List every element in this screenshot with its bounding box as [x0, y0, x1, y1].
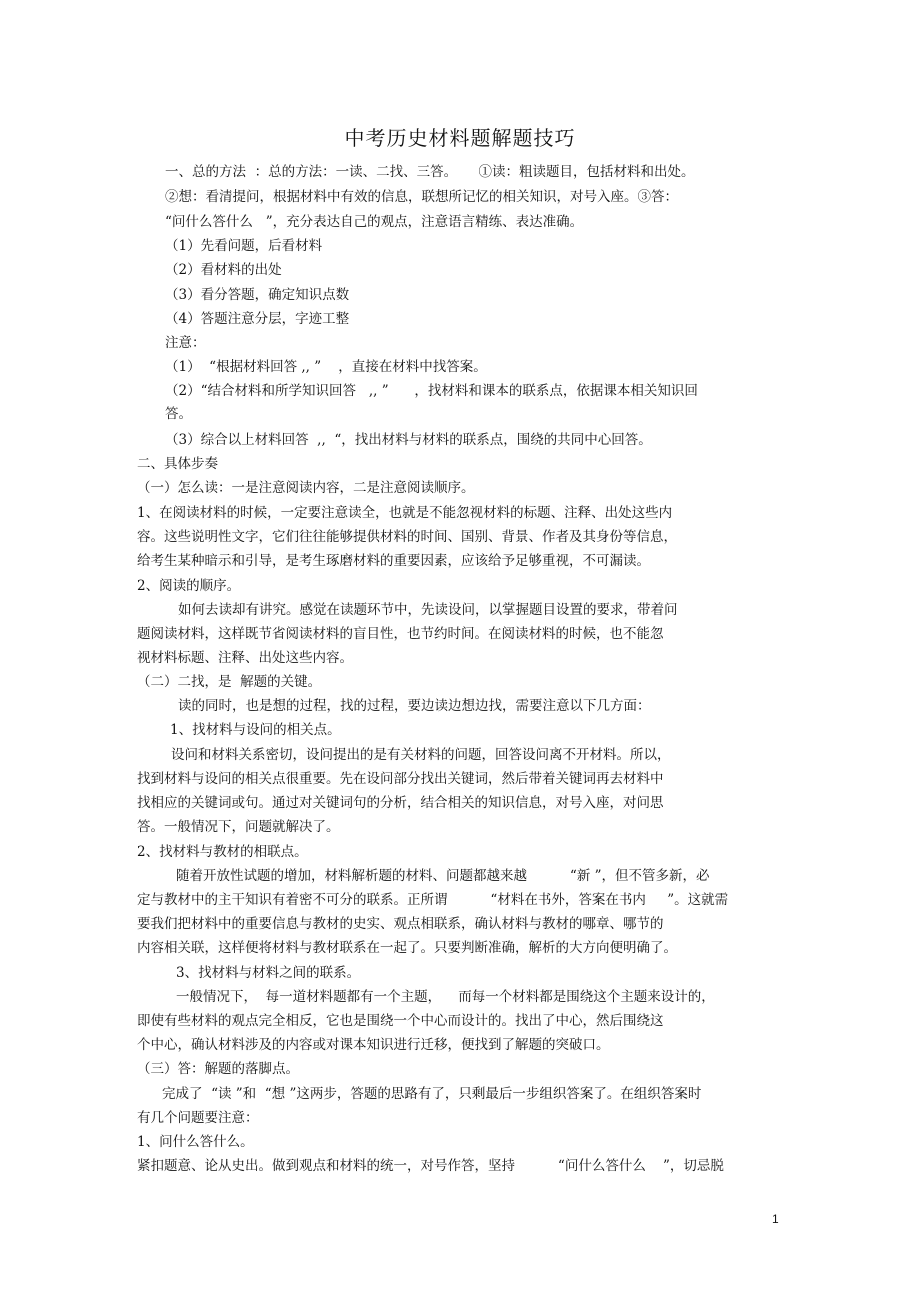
text-line: 1、问什么答什么。 — [137, 1134, 254, 1150]
text-line: 设问和材料关系密切，设问提出的是有关材料的问题，回答设问离不开材料。所以， — [171, 747, 671, 763]
text-line: 找到材料与设问的相关点很重要。先在设问部分找出关键词，然后带着关键词再去材料中 — [137, 771, 664, 787]
text-line: 要我们把材料中的重要信息与教材的史实、观点相联系，确认材料与教材的哪章、哪节的 — [137, 916, 664, 932]
text-line: （1）先看问题，后看材料 — [165, 238, 323, 254]
text-line: 有几个问题要注意： — [137, 1110, 259, 1126]
text-line: 二、具体步奏 — [137, 456, 218, 472]
text-line: （3）综合以上材料回答 ,, “，找出材料与材料的联系点，围绕的共同中心回答。 — [165, 432, 652, 448]
text-line: 视材料标题、注释、出处这些内容。 — [137, 650, 353, 666]
text-line: 题阅读材料，这样既节省阅读材料的盲目性，也节约时间。在阅读材料的时候，也不能忽 — [137, 626, 664, 642]
text-line: 内容相关联，这样便将材料与教材联系在一起了。只要判断准确，解析的大方向便明确了。 — [137, 940, 677, 956]
text-line: 即使有些材料的观点完全相反，它也是围绕一个中心而设计的。找出了中心，然后围绕这 — [137, 1013, 664, 1029]
text-line: 容。这些说明性文字，它们往往能够提供材料的时间、国别、背景、作者及其身份等信息， — [137, 529, 677, 545]
text-line: （1） “根据材料回答 ,, ” ，直接在材料中找答案。 — [165, 359, 487, 375]
text-line: （2）看材料的出处 — [165, 262, 282, 278]
text-line: 找相应的关键词或句。通过对关键词句的分析，结合相关的知识信息，对号入座，对问思 — [137, 795, 664, 811]
text-line: （2）“结合材料和所学知识回答 ,, ” ，找材料和课本的联系点，依据课本相关知识回 — [165, 383, 698, 399]
text-line: 紧扣题意、论从史出。做到观点和材料的统一，对号作答，坚持 “问什么答什么 ”，切忌脱 — [137, 1158, 724, 1174]
text-line: （二）二找，是 解题的关键。 — [137, 674, 322, 690]
text-line: 如何去读却有讲究。感觉在读题环节中，先读设问，以掌握题目设置的要求，带着问 — [178, 602, 678, 618]
page-number: 1 — [772, 1212, 779, 1226]
text-line: 答。一般情况下，问题就解决了。 — [137, 819, 340, 835]
text-line: 2、找材料与教材的相联点。 — [137, 844, 308, 860]
text-line: （一）怎么读：一是注意阅读内容，二是注意阅读顺序。 — [137, 480, 475, 496]
text-line: 一、总的方法 ：总的方法：一读、二找、三答。 ①读：粗读题目，包括材料和出处。 — [165, 164, 695, 180]
text-line: 3、找材料与材料之间的联系。 — [176, 965, 361, 981]
text-line: （3）看分答题，确定知识点数 — [165, 287, 350, 303]
text-line: 1、找材料与设问的相关点。 — [170, 722, 341, 738]
text-line: 一般情况下， 每一道材料题都有一个主题， 而每一个材料都是围绕这个主题来设计的， — [176, 989, 715, 1005]
text-line: （4）答题注意分层，字迹工整 — [165, 311, 350, 327]
text-line: 注意： — [165, 335, 206, 351]
text-line: （三）答：解题的落脚点。 — [137, 1061, 299, 1077]
text-line: 定与教材中的主干知识有着密不可分的联系。正所谓 “材料在书外，答案在书内 ”。这就需 — [137, 892, 729, 908]
text-line: 随着开放性试题的增加，材料解析题的材料、问题都越来越 “新 ”，但不管多新，必 — [176, 868, 710, 884]
text-line: 1、在阅读材料的时候，一定要注意读全，也就是不能忽视材料的标题、注释、出处这些内 — [137, 505, 673, 521]
page-title: 中考历史材料题解题技巧 — [344, 126, 576, 150]
text-line: 个中心，确认材料涉及的内容或对课本知识进行迁移，便找到了解题的突破口。 — [137, 1037, 610, 1053]
text-line: 读的同时，也是想的过程，找的过程，要边读边想边找，需要注意以下几方面： — [178, 698, 651, 714]
text-line: 2、阅读的顺序。 — [137, 578, 241, 594]
text-line: “问什么答什么 ”，充分表达自己的观点，注意语言精练、表达准确。 — [165, 214, 584, 230]
text-line: ②想：看清提问，根据材料中有效的信息，联想所记忆的相关知识，对号入座。③答： — [165, 189, 678, 205]
text-line: 答。 — [165, 406, 192, 422]
text-line: 给考生某种暗示和引导，是考生琢磨材料的重要因素，应该给予足够重视，不可漏读。 — [137, 553, 650, 569]
text-line: 完成了 “读 ”和 “想 ”这两步，答题的思路有了，只剩最后一步组织答案了。在组织答案时 — [162, 1086, 702, 1102]
